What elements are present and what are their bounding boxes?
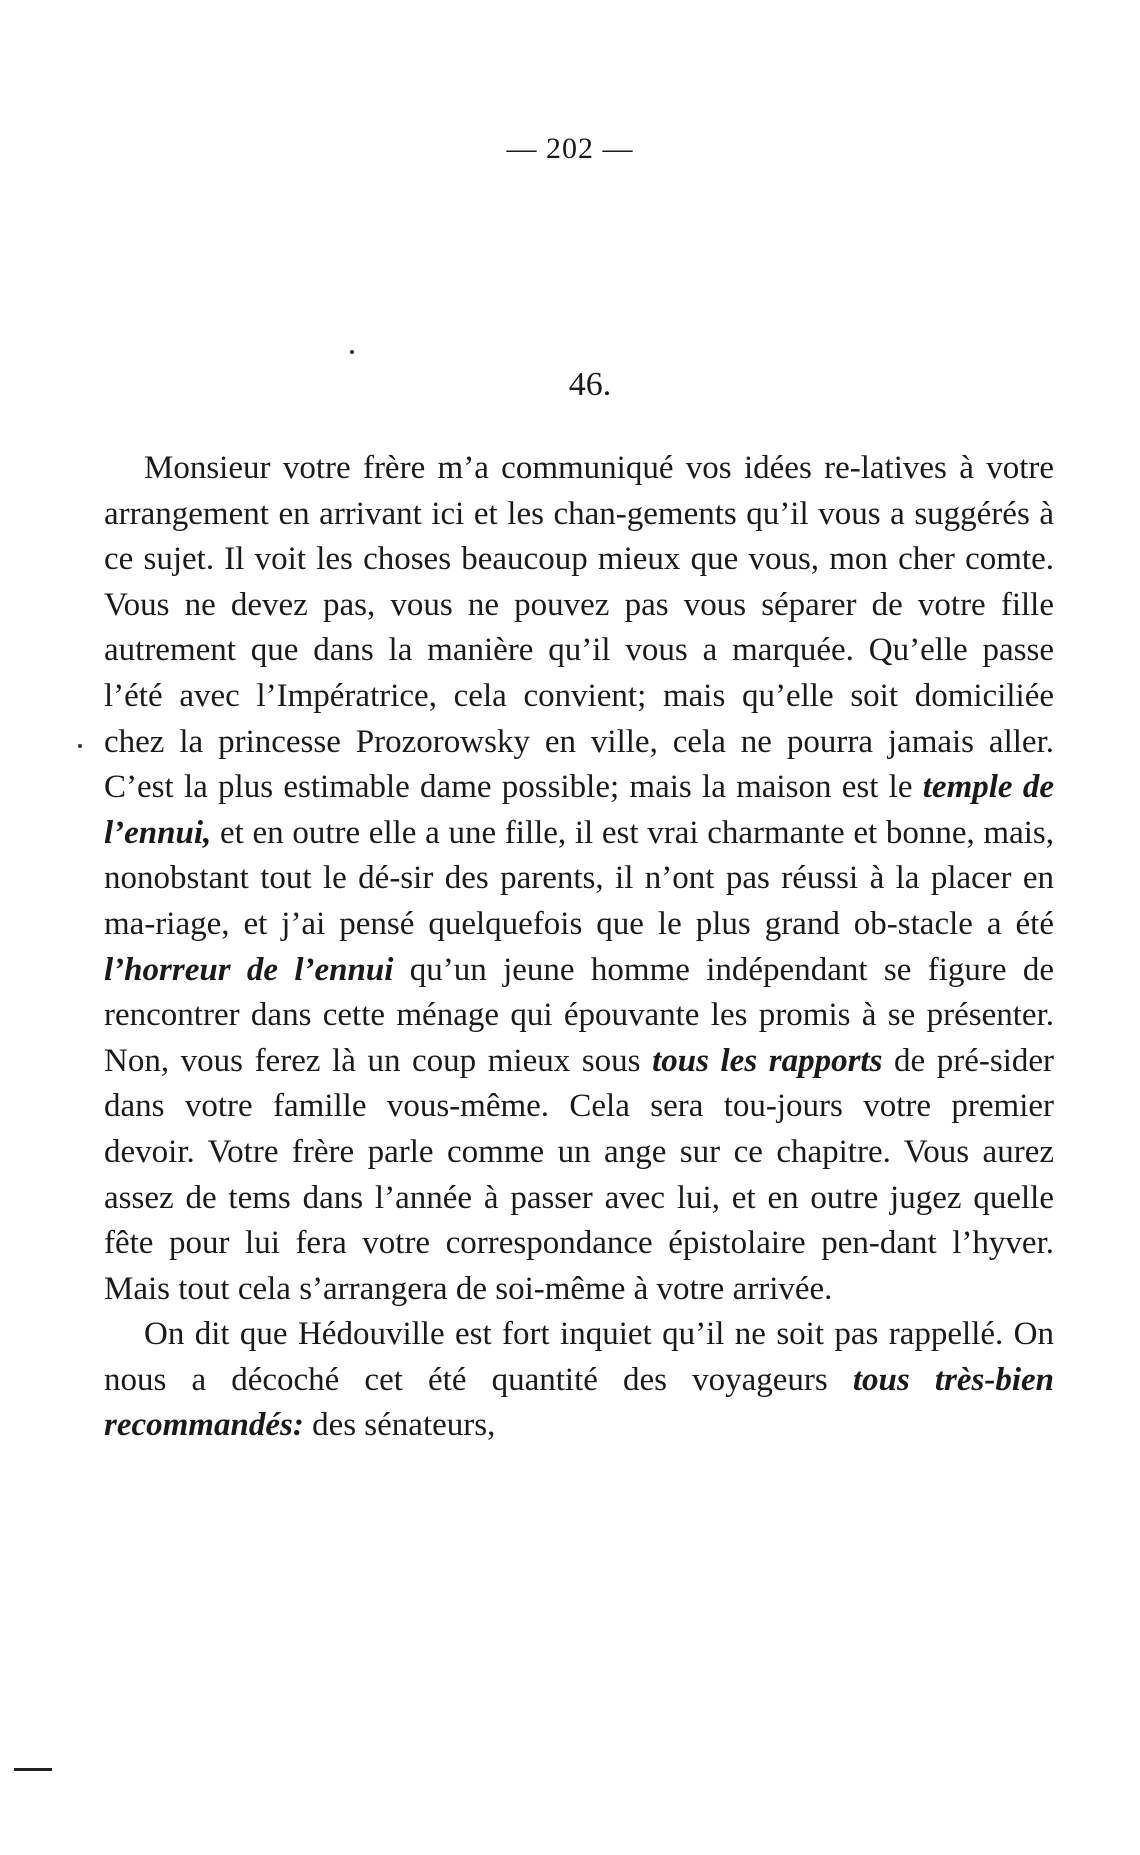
emphasis-tous-rapports: tous les rapports [652,1042,883,1079]
margin-dot [78,744,82,748]
paragraph-1 [104,446,1054,1312]
emphasis-temple-ennui: temple de l’ennui, [104,769,1054,851]
letter-number: 46. [568,366,612,403]
emphasis-horreur-ennui: l’horreur de l’ennui [104,951,394,988]
text-run: On dit que Hédouville est fort inquiet qu’il ne soit pas rappellé. On nous a décoché cet été quantité des voyageurs [104,1316,1054,1398]
emphasis-recommandes: tous très-bien recommandés: [104,1361,1054,1444]
page-number: — 202 — [506,132,634,165]
letter-body [104,446,1054,1449]
text-run: Monsieur votre frère m’a communiqué vos idées re-latives à votre arrangement en arrivant ici et les chan-gements qu’il vous a suggérés à ce sujet. Il voit les choses beaucoup mieux que vous, mon cher comte. Vous ne devez pas, vous ne pouvez pas vous séparer de votre fille autrement que dans la manière qu’il vous a marquée. Qu’elle passe l’été avec l’Impératrice, cela convient; mais qu’elle soit domiciliée chez la princesse Prozorowsky en ville, cela ne pourra jamais aller. C’est la plus estimable dame possible; mais la maison est le [104,450,1054,806]
margin-dot [350,350,354,354]
paragraph-2 [104,1312,1054,1449]
margin-dash [14,1768,52,1771]
text-run: des sénateurs, [303,1407,496,1444]
text-run: qu’un jeune homme indépendant se figure de rencontrer dans cette ménage qui épouvante les promis à se présenter. Non, vous ferez là un coup mieux sous [104,951,1054,1079]
text-run: et en outre elle a une fille, il est vrai charmante et bonne, mais, nonobstant tout le dé-sir des parents, il n’ont pas réussi à la placer en ma-riage, et j’ai pensé quelquefois que le plus grand ob-stacle a été [104,814,1054,942]
text-run: de pré-sider dans votre famille vous-même. Cela sera tou-jours votre premier devoir. Votre frère parle comme un ange sur ce chapitre. Vous aurez assez de tems dans l’année à passer avec lui, et en outre jugez quelle fête pour lui fera votre correspondance épistolaire pen-dant l’hyver. Mais tout cela s’arrangera de soi-même à votre arrivée. [104,1042,1055,1307]
